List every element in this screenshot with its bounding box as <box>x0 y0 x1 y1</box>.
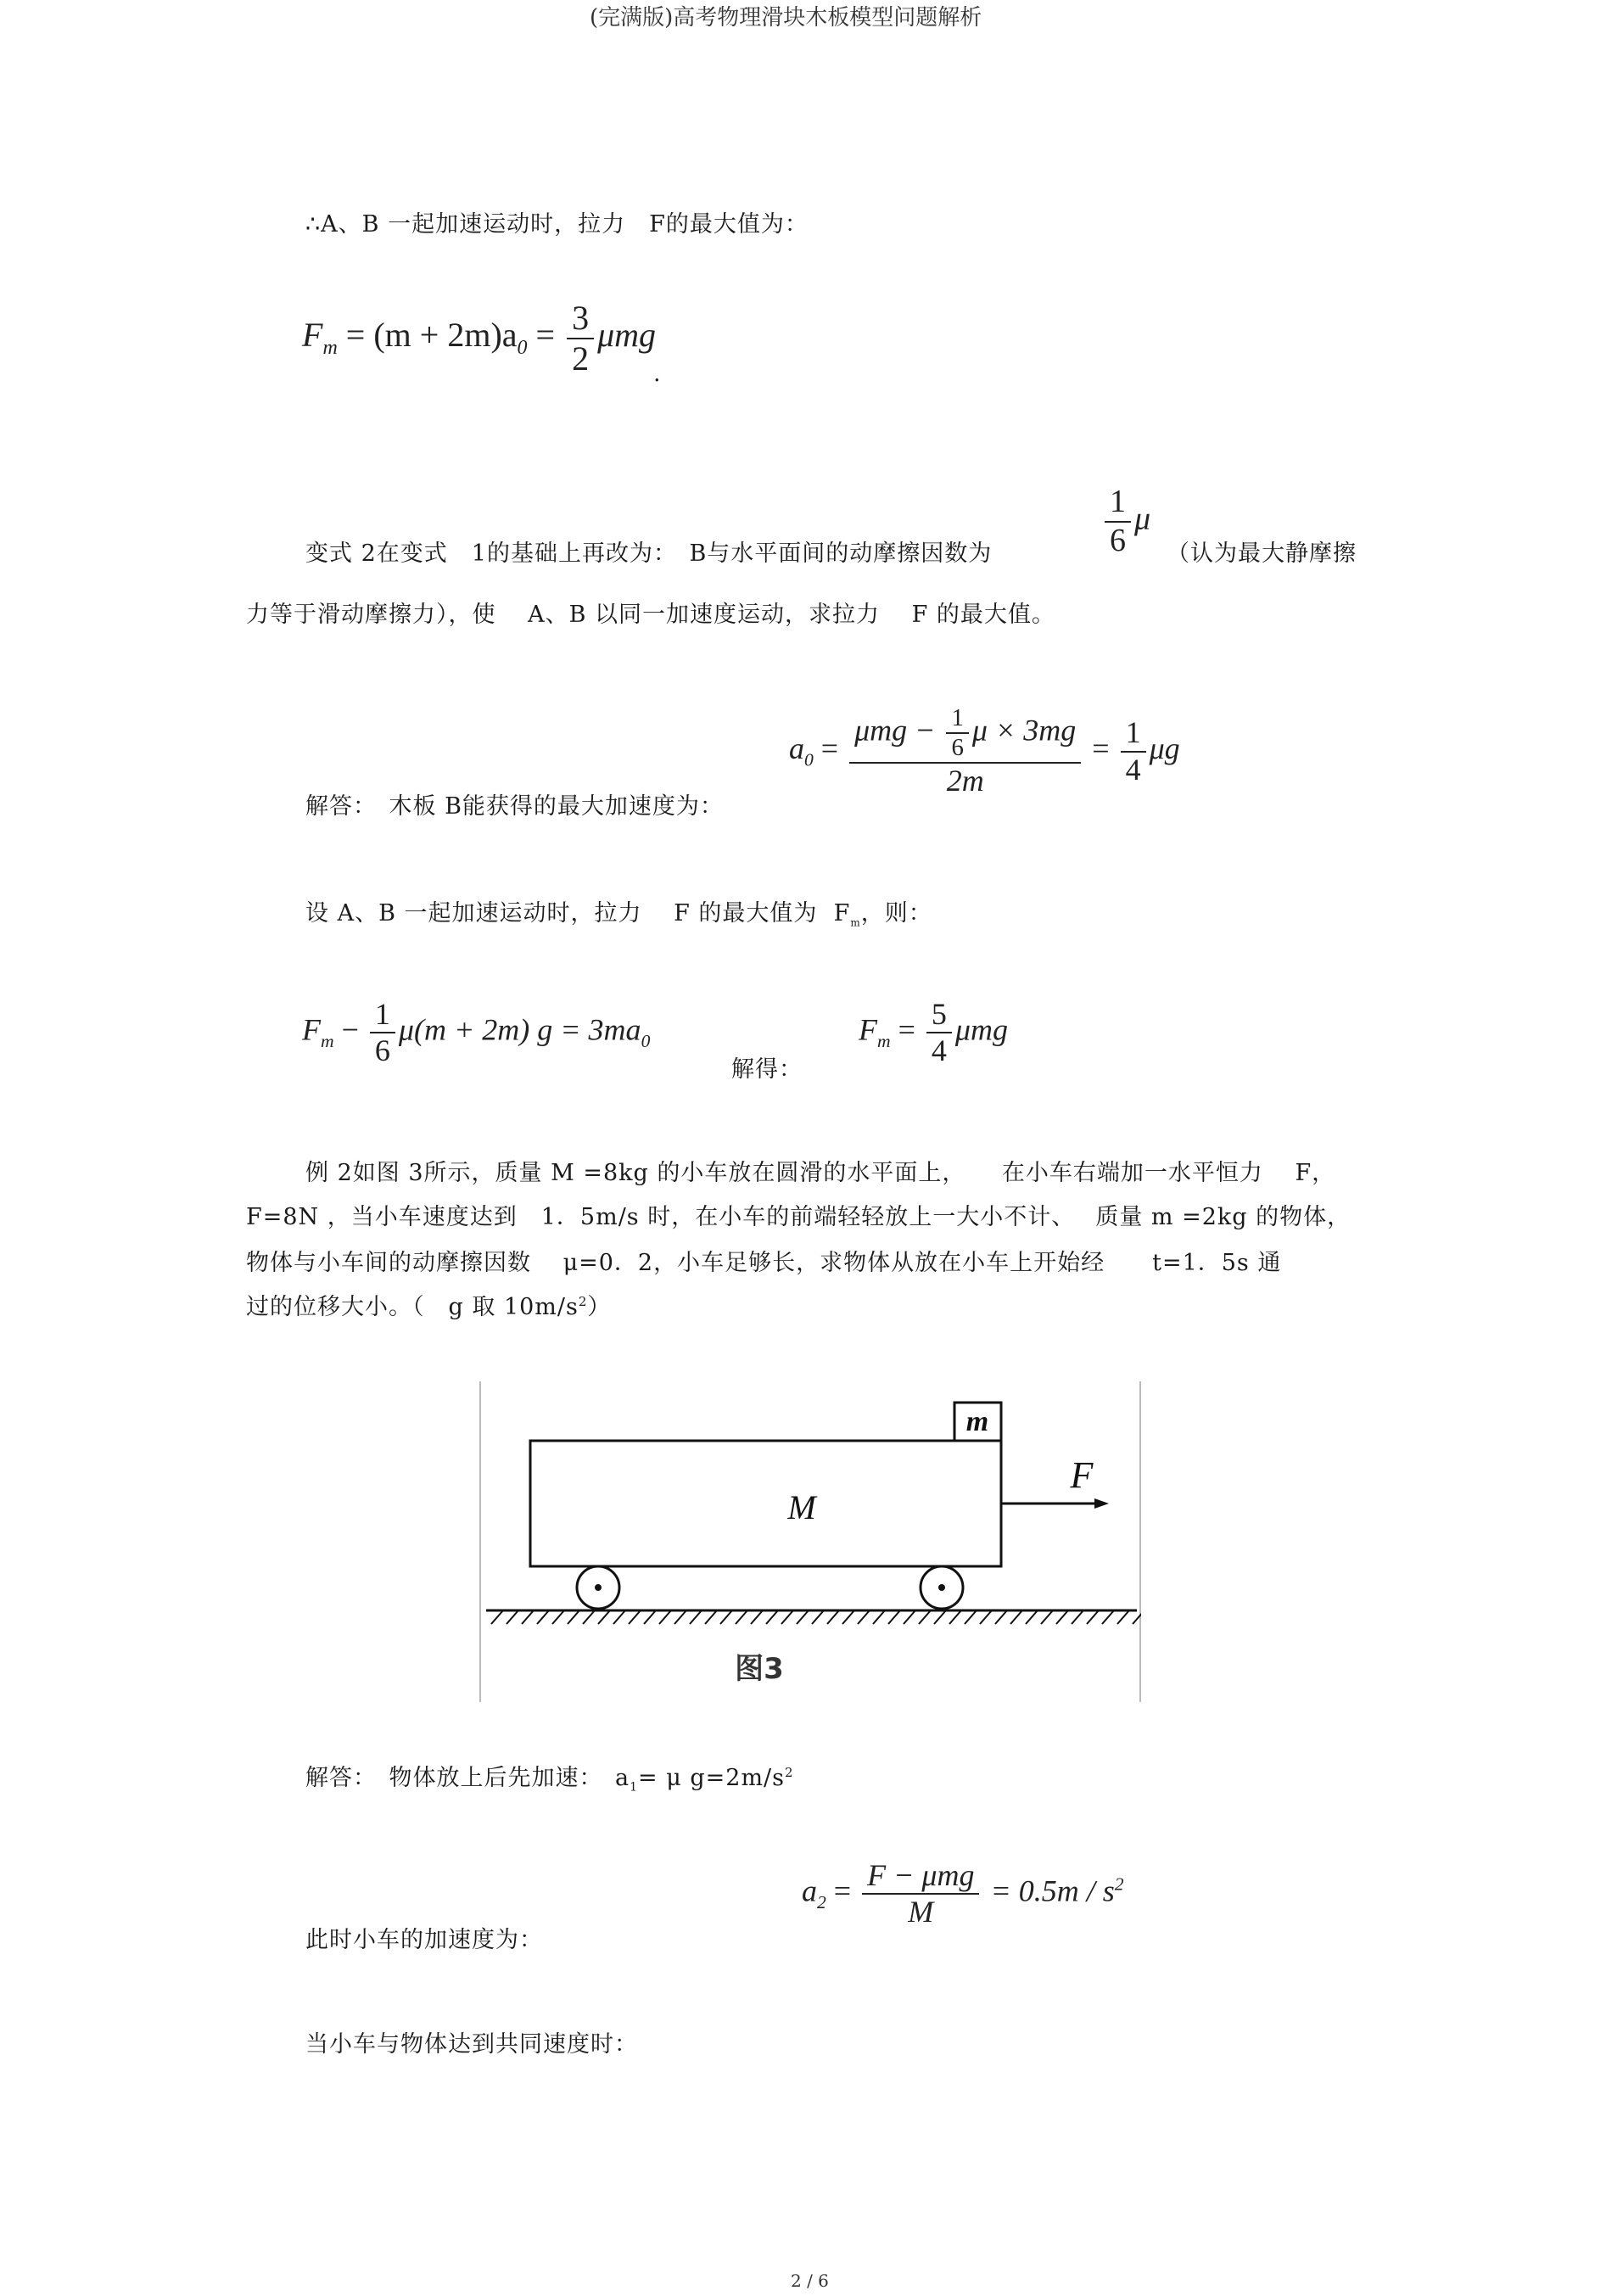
paragraph-line-4: 过的位移大小。（ g 取 $10m/s^2$） <box>246 1294 612 1320</box>
text-line-1: ∴A、B 一起加速运动时，拉力 F的最大值为： <box>305 211 809 238</box>
ground-hatch-line <box>858 1610 870 1624</box>
ground-hatch-line <box>522 1610 534 1624</box>
ground-hatch-line <box>888 1610 900 1624</box>
text-line-5: 设 A、B 一起加速运动时，拉力 F 的最大值为 $F_m$，则： <box>305 900 932 929</box>
text-line-2-tail: （认为最大静摩擦 <box>1167 540 1357 567</box>
page-number: 2 / 6 <box>791 2271 829 2291</box>
ground-hatch-line <box>568 1610 579 1624</box>
text-line-2: 变式 2在变式 1的基础上再改为： B与水平面间的动摩擦因数为 <box>305 540 993 567</box>
ground-hatch-line <box>1087 1610 1099 1624</box>
ground-hatch-line <box>980 1610 992 1624</box>
ground-hatch-line <box>965 1610 977 1624</box>
formula-fm-equation: $F_m$ − $\frac{1}{6}$ μ(m + 2m) $g = 3ma_0$ <box>302 997 651 1068</box>
ground-hatch-line <box>1072 1610 1083 1624</box>
ground-hatch-line <box>1026 1610 1038 1624</box>
ground-hatch-line <box>720 1610 732 1624</box>
ground-hatch-line <box>812 1610 824 1624</box>
text-line-7: 解答： 物体放上后先加速： $a_1= \mu$ $g=2m/s^2$ <box>305 1765 794 1795</box>
ground-hatch-line <box>751 1610 763 1624</box>
ground-hatch-line <box>1041 1610 1053 1624</box>
ground-hatch-line <box>904 1610 915 1624</box>
figure-caption: 图3 <box>735 1652 784 1686</box>
ground-hatch-line <box>766 1610 778 1624</box>
paragraph-line-1: 例 2如图 3所示，质量 M =8kg 的小车放在圆滑的水平面上， 在小车右端加一水平恒力 F， <box>305 1160 1336 1186</box>
ground-hatch-line <box>1117 1610 1129 1624</box>
formula-fm-max: $F_m = (m + 2m)a_0$ = $\frac{3}{2}$ μmg <box>302 299 657 378</box>
text-line-3: 力等于滑动摩擦力），使 A、B 以同一加速度运动，求拉力 F 的最大值。 <box>246 602 1055 628</box>
ground-hatch-line <box>583 1610 595 1624</box>
ground-hatch-line <box>491 1610 503 1624</box>
ground-hatch-line <box>552 1610 564 1624</box>
text-line-9: 当小车与物体达到共同速度时： <box>305 2031 638 2058</box>
ground-hatch-line <box>537 1610 549 1624</box>
paragraph-line-3: 物体与小车间的动摩擦因数 μ=0．2，小车足够长，求物体从放在小车上开始经 t=1．5s 通 <box>246 1250 1282 1276</box>
formula-mu-sixth: $\frac{1}{6}$ μ <box>1101 484 1150 559</box>
text-line-4: 解答： 木板 B能获得的最大加速度为： <box>305 793 724 820</box>
ground-hatch-line <box>644 1610 656 1624</box>
formula-fm-result: $F_m$ = $\frac{5}{4}$ μmg <box>859 997 1008 1068</box>
ground-hatch-line <box>1010 1610 1022 1624</box>
ground-hatch-line <box>842 1610 854 1624</box>
ground-hatch-line <box>736 1610 747 1624</box>
figure-cart-diagram <box>479 1381 1141 1702</box>
ground-hatch-line <box>919 1610 931 1624</box>
page-header-title: (完满版)高考物理滑块木板模型问题解析 <box>590 5 982 31</box>
ground-hatch-line <box>690 1610 702 1624</box>
ground-hatch-line <box>629 1610 641 1624</box>
ground-hatch-line <box>674 1610 686 1624</box>
ground-hatch-line <box>705 1610 717 1624</box>
ground-hatch-line <box>934 1610 946 1624</box>
ground-hatch-line <box>797 1610 809 1624</box>
block-label: m <box>965 1406 989 1437</box>
cart-label: M <box>787 1488 816 1526</box>
ground-hatch-line <box>613 1610 625 1624</box>
text-line-6: 解得： <box>731 1056 803 1083</box>
ground-hatch-line <box>1102 1610 1114 1624</box>
ground-hatch-line <box>873 1610 885 1624</box>
ground-hatch-line <box>1056 1610 1068 1624</box>
cart-body <box>530 1441 1001 1566</box>
formula-a0: $a_0$ = μmg − $\frac{1}{6}$ μ × 3mg 2m = $\frac{1}{4}$ μg <box>789 704 1180 798</box>
ground-hatch-line <box>781 1610 793 1624</box>
force-label: F <box>1070 1454 1094 1496</box>
ground-hatch-line <box>598 1610 610 1624</box>
formula-1-period: . <box>653 361 662 387</box>
text-line-8: 此时小车的加速度为： <box>305 1927 543 1953</box>
paragraph-line-2: F=8N ，当小车速度达到 1．5m/s 时，在小车的前端轻轻放上一大小不计、 质量 m =2kg 的物体， <box>246 1204 1352 1230</box>
ground-hatch-line <box>827 1610 839 1624</box>
ground-hatch-line <box>949 1610 961 1624</box>
ground-hatch-line <box>659 1610 671 1624</box>
ground-hatch-line <box>506 1610 518 1624</box>
ground-hatch-line <box>995 1610 1007 1624</box>
formula-a2: $a_2$ = $\frac{\text{F − μmg}}{M}$ = $0.5m / s^2$ <box>802 1858 1124 1929</box>
